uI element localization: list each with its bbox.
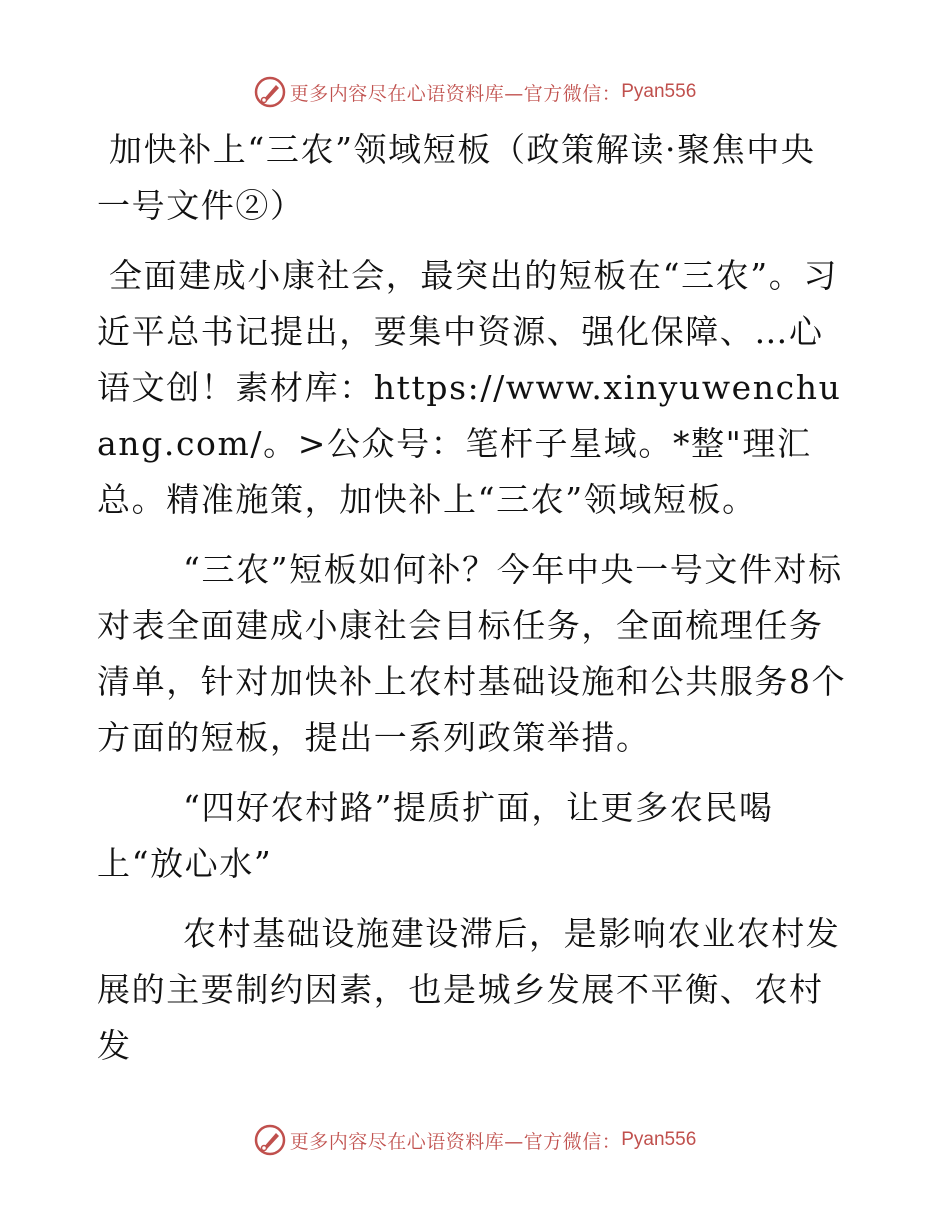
lead-paragraph: 全面建成小康社会，最突出的短板在“三农”。习近平总书记提出，要集中资源、强化保障、…心语文创！素材库：https://www.xinyuwenchuang.com/。>公众号：笔杆子星域。*整"理汇总。精准施策，加快补上“三农”领域短板。 [97,256,842,519]
section-subheading: “四好农村路”提质扩面，让更多农民喝上“放心水” [97,788,774,883]
banner-handle: Pyan556 [621,81,697,102]
footer-watermark-banner [0,1120,950,1160]
document-title: 加快补上“三农”领域短板（政策解读·聚焦中央一号文件②） [97,130,816,225]
paragraph-2: 农村基础设施建设滞后，是影响农业农村发展的主要制约因素，也是城乡发展不平衡、农村发 [97,914,841,1065]
banner-handle: Pyan556 [621,1129,697,1150]
brush-logo-icon [254,76,286,108]
document-body [97,122,849,1088]
banner-text: 更多内容尽在心语资料库—官方微信： [289,1130,622,1153]
brush-logo-icon [254,1124,286,1156]
header-watermark-banner [0,72,950,112]
banner-text: 更多内容尽在心语资料库—官方微信： [289,82,622,105]
paragraph-1: “三农”短板如何补？今年中央一号文件对标对表全面建成小康社会目标任务，全面梳理任务清单，针对加快补上农村基础设施和公共服务8个方面的短板，提出一系列政策举措。 [97,550,847,757]
